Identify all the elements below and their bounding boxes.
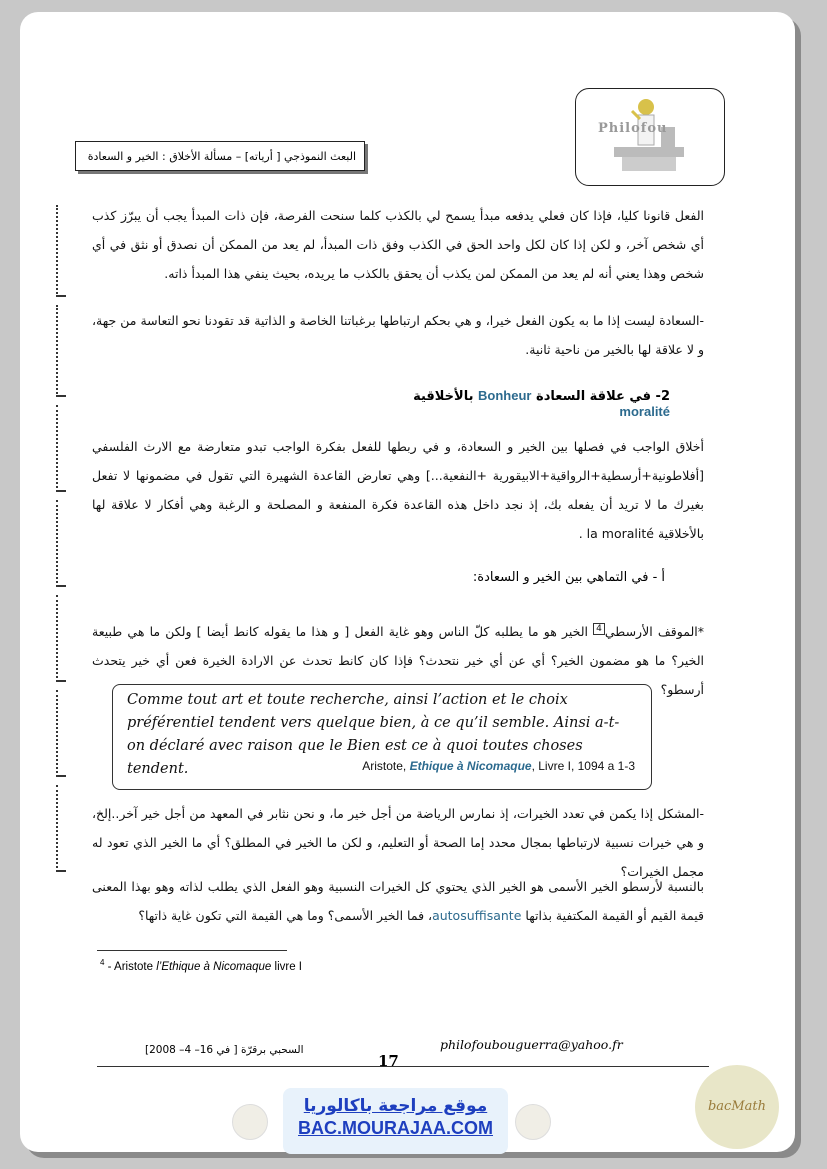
footer-email: philofoubouguerra@yahoo.fr [440, 1037, 623, 1052]
margin-decoration [48, 205, 74, 895]
logo-brand-text: Philofou [598, 121, 668, 136]
quote-box [112, 684, 652, 790]
page-number: 17 [378, 1052, 399, 1070]
quote-reference: Aristote, Ethique à Nicomaque, Livre I, 1094 a 1-3 [362, 759, 635, 773]
banner-arabic: موقع مراجعة باكالوريا [303, 1096, 488, 1116]
book-badge-icon [232, 1104, 268, 1140]
quote-text: Comme tout art et toute recherche, ainsi l’action et le choix préférentiel tendent vers quelque bien, à ce qu’il semble. Ainsi a-t-on déclaré avec raison que le Bien est ce à quoi toutes choses tendent. [127, 692, 620, 777]
footnote-ref: 4 [593, 623, 605, 635]
philofou-logo [575, 88, 725, 186]
paragraph-6: بالنسبة لأرسطو الخير الأسمى هو الخير الذي يحتوي كل الخيرات النسبية وهو الفعل الذي يطلب لذاته وهو بهذا المعنى قيمة القيم أو القيمة المكتفية بذاتها autosuffisante، فما الخير الأسمى؟ وما هي القيمة التي تكون غاية ذاتها؟ [92, 879, 704, 923]
term-moralite: moralité [619, 404, 670, 419]
running-header: البعث النموذجي [ أرياته] – مسألة الأخلاق : الخير و السعادة [75, 141, 365, 171]
banner-link[interactable]: BAC.MOURAJAA.COM [298, 1118, 493, 1138]
term-bonheur: Bonheur [478, 388, 532, 403]
paragraph-3: أخلاق الواجب في فصلها بين الخير و السعادة، و في ربطها للفعل بفكرة الواجب تبدو متعارضة مع الارث الفلسفي [أفلاطونية+أرسطية+الرواقية+الابيقورية +النفعية...] وهي تعارض القاعدة الشهيرة التي تقول في مضمونها لا تفعل بغيرك ما لا تريد أن يفعله بك، إذ نجد داخل هذه القاعدة فكرة المنفعة و المصلحة و الرغبة وهي أفكار لا علاقة لها بالأخلاقية la moralité . [92, 439, 704, 541]
paragraph-5: -المشكل إذا يكمن في تعدد الخيرات، إذ نمارس الرياضة من أجل خير ما، و نحن نثابر في المعهد من أجل خير آخر..إلخ، و هي خيرات نسبية لارتباطها بمجال محدد إما الصحة أو التعليم، و لكن ما الخير في المطلق؟ أي ما الخير الذي تعود له مجمل الخيرات؟ [92, 806, 704, 879]
footer-author: السحبي برقرّة [ في 16– 4– 2008] [145, 1044, 304, 1056]
paragraph-2: -السعادة ليست إذا ما به يكون الفعل خيرا، و هي بحكم ارتباطها برغباتنا الخاصة و الذاتية قد تقودنا نحو التعاسة من جهة، و لا علاقة لها بالخير من ناحية ثانية. [92, 313, 704, 357]
site-banner[interactable] [283, 1088, 508, 1154]
paragraph-4: *الموقف الأرسطي$^4$ الخير هو ما يطلبه كلّ الناس وهو غاية الفعل [ و هذا ما يقوله كانط أيضا ] ولكن ما هي طبيعة الخير؟ ما هو مضمون الخير؟ أي عن أي خير نتحدث؟ فإذا كان كانط تحدث عن الارادة الخيرة فعن أي خير يتحدث أرسطو؟ [92, 624, 704, 698]
book-badge-icon [515, 1104, 551, 1140]
footnote: $^4$ - Aristote l’Ethique à Nicomaque livre I [100, 958, 302, 973]
philosopher-statue-icon [576, 89, 724, 185]
footnote-divider [97, 950, 287, 951]
paragraph-1: الفعل قانونا كليا، فإذا كان فعلي يدفعه مبدأ يسمح لي بالكذب كلما سنحت الفرصة، فإن ذات المبدأ يجب أن يبرّز كذب أي شخص آخر، و لكن إذا كان لكل واحد الحق في الكذب وفق ذات المبدأ، لم يعد من الممكن أن نصدق أو نثق في أي شخص وهذا يعني أنه لم يعد من الممكن لمن يكذب أن يحقق بالكذب ما يريده، بحيث ينفي هذا المبدأ ذاته. [92, 208, 704, 281]
section-number: 2- [655, 389, 670, 404]
sub-heading: أ - في التماهي بين الخير و السعادة: [472, 570, 665, 585]
bacmath-watermark: bacMath [695, 1065, 779, 1149]
section-heading: 2- في علاقة السعادة Bonheur بالأخلاقية moralité [413, 388, 670, 419]
footer-divider [97, 1066, 709, 1067]
